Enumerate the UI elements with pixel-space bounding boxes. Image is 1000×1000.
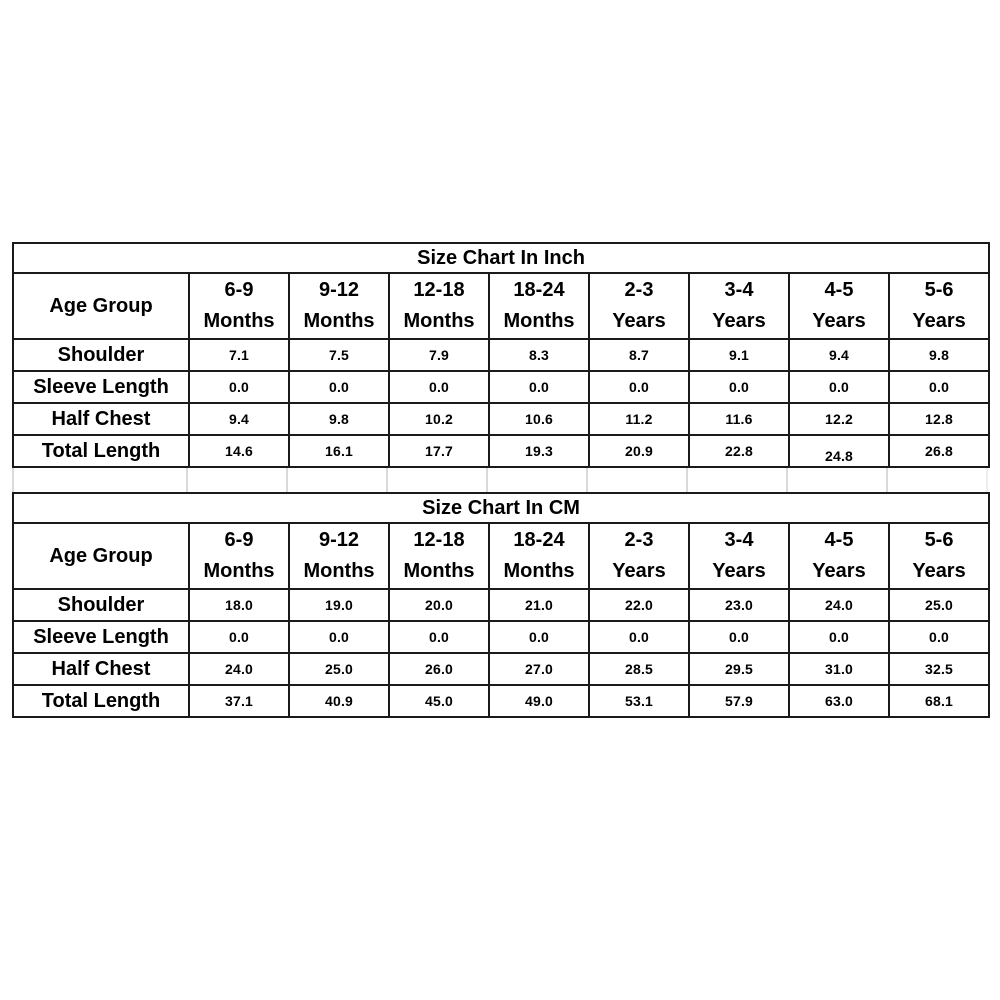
spacer-cell (288, 468, 388, 492)
column-header-line: 18-24 (513, 529, 565, 551)
table-title: Size Chart In Inch (13, 243, 989, 273)
value-cell: 9.1 (689, 339, 789, 371)
value-cell: 40.9 (289, 685, 389, 717)
age-group-header: Age Group (13, 273, 189, 339)
value-cell: 29.5 (689, 653, 789, 685)
column-header (189, 273, 289, 339)
row-label: Total Length (13, 435, 189, 467)
size-chart-inch-table (12, 242, 990, 468)
value-cell: 22.0 (589, 589, 689, 621)
value-cell: 18.0 (189, 589, 289, 621)
column-header-line: Years (812, 310, 866, 332)
value-cell: 0.0 (789, 621, 889, 653)
spacer-cell (588, 468, 688, 492)
table-row (13, 653, 989, 685)
value-cell: 0.0 (689, 621, 789, 653)
value-cell: 63.0 (789, 685, 889, 717)
value-cell: 57.9 (689, 685, 789, 717)
spacer-cell (888, 468, 988, 492)
column-header-line: 6-9 (224, 279, 254, 301)
column-header-line: 4-5 (824, 529, 854, 551)
column-header-line: Years (912, 310, 966, 332)
column-header (389, 273, 489, 339)
value-cell: 49.0 (489, 685, 589, 717)
column-header-line: 5-6 (924, 279, 954, 301)
column-header (589, 273, 689, 339)
table-header-row (13, 523, 989, 589)
value-cell: 25.0 (289, 653, 389, 685)
column-header-line: Months (503, 560, 575, 582)
column-header-line: Months (403, 560, 475, 582)
column-header-line: 5-6 (924, 529, 954, 551)
value-cell: 20.9 (589, 435, 689, 467)
column-header-line: 6-9 (224, 529, 254, 551)
value-cell: 32.5 (889, 653, 989, 685)
value-cell: 0.0 (889, 371, 989, 403)
spacer-cell (788, 468, 888, 492)
value-cell: 17.7 (389, 435, 489, 467)
table-row (13, 339, 989, 371)
value-cell: 11.6 (689, 403, 789, 435)
value-cell: 24.0 (789, 589, 889, 621)
spacer-cell (12, 468, 188, 492)
value-cell: 25.0 (889, 589, 989, 621)
value-cell: 31.0 (789, 653, 889, 685)
column-header-line: Months (203, 560, 275, 582)
column-header (689, 523, 789, 589)
value-cell: 9.8 (889, 339, 989, 371)
column-header-line: 18-24 (513, 279, 565, 301)
value-cell: 8.7 (589, 339, 689, 371)
value-cell: 20.0 (389, 589, 489, 621)
table-row (13, 435, 989, 467)
value-cell: 9.4 (789, 339, 889, 371)
size-chart-cm-table (12, 492, 990, 718)
column-header-line: Years (712, 560, 766, 582)
value-cell: 10.2 (389, 403, 489, 435)
value-cell: 9.4 (189, 403, 289, 435)
value-cell: 28.5 (589, 653, 689, 685)
table-title-row (13, 493, 989, 523)
value-cell: 0.0 (589, 621, 689, 653)
value-cell: 26.8 (889, 435, 989, 467)
column-header-line: 9-12 (318, 279, 360, 301)
row-label: Shoulder (13, 589, 189, 621)
value-cell: 9.8 (289, 403, 389, 435)
column-header-line: 4-5 (824, 279, 854, 301)
column-header-line: 3-4 (724, 529, 754, 551)
table-row (13, 371, 989, 403)
value-cell: 53.1 (589, 685, 689, 717)
column-header-line: Months (403, 310, 475, 332)
column-header (289, 523, 389, 589)
value-cell: 0.0 (489, 621, 589, 653)
table-title-row (13, 243, 989, 273)
value-cell: 12.8 (889, 403, 989, 435)
value-cell: 45.0 (389, 685, 489, 717)
spacer-cell (388, 468, 488, 492)
column-header-line: Months (303, 560, 375, 582)
table-row (13, 621, 989, 653)
value-cell: 7.9 (389, 339, 489, 371)
column-header (289, 273, 389, 339)
column-header-line: Years (812, 560, 866, 582)
column-header-line: Years (712, 310, 766, 332)
table-header-row (13, 273, 989, 339)
value-cell: 14.6 (189, 435, 289, 467)
value-cell: 0.0 (389, 371, 489, 403)
value-cell: 23.0 (689, 589, 789, 621)
column-header (189, 523, 289, 589)
value-cell: 11.2 (589, 403, 689, 435)
spacer-cell (688, 468, 788, 492)
table-row (13, 403, 989, 435)
column-header-line: Years (612, 560, 666, 582)
size-charts-container (12, 242, 988, 718)
value-cell: 0.0 (289, 621, 389, 653)
value-cell: 16.1 (289, 435, 389, 467)
value-cell: 0.0 (889, 621, 989, 653)
value-cell: 0.0 (489, 371, 589, 403)
value-cell: 37.1 (189, 685, 289, 717)
column-header (689, 273, 789, 339)
value-cell: 12.2 (789, 403, 889, 435)
column-header-line: 12-18 (413, 529, 465, 551)
spacer-cell (488, 468, 588, 492)
column-header-line: Years (912, 560, 966, 582)
table-row (13, 685, 989, 717)
column-header (489, 273, 589, 339)
column-header-line: 2-3 (624, 529, 654, 551)
column-header-line: 2-3 (624, 279, 654, 301)
column-header (789, 523, 889, 589)
row-label: Half Chest (13, 403, 189, 435)
value-cell: 19.0 (289, 589, 389, 621)
column-header-line: 12-18 (413, 279, 465, 301)
value-cell: 27.0 (489, 653, 589, 685)
row-label: Total Length (13, 685, 189, 717)
column-header-line: Months (303, 310, 375, 332)
value-cell: 24.0 (189, 653, 289, 685)
table-row (13, 589, 989, 621)
value-cell: 26.0 (389, 653, 489, 685)
column-header-line: Months (203, 310, 275, 332)
row-label: Sleeve Length (13, 621, 189, 653)
age-group-header: Age Group (13, 523, 189, 589)
value-cell: 22.8 (689, 435, 789, 467)
table-spacer-row (12, 468, 988, 492)
row-label: Half Chest (13, 653, 189, 685)
spacer-cell (188, 468, 288, 492)
value-cell: 0.0 (589, 371, 689, 403)
table-title: Size Chart In CM (13, 493, 989, 523)
value-cell: 68.1 (889, 685, 989, 717)
value-cell: 0.0 (689, 371, 789, 403)
value-cell: 0.0 (789, 371, 889, 403)
column-header (389, 523, 489, 589)
column-header (889, 523, 989, 589)
column-header (589, 523, 689, 589)
value-cell: 10.6 (489, 403, 589, 435)
value-cell: 7.1 (189, 339, 289, 371)
column-header-line: 9-12 (318, 529, 360, 551)
value-cell: 0.0 (189, 621, 289, 653)
column-header (789, 273, 889, 339)
value-cell: 21.0 (489, 589, 589, 621)
row-label: Sleeve Length (13, 371, 189, 403)
column-header-line: Months (503, 310, 575, 332)
column-header-line: 3-4 (724, 279, 754, 301)
value-cell: 24.8 (789, 435, 889, 467)
column-header-line: Years (612, 310, 666, 332)
row-label: Shoulder (13, 339, 189, 371)
value-cell: 0.0 (189, 371, 289, 403)
value-cell: 0.0 (389, 621, 489, 653)
value-cell: 8.3 (489, 339, 589, 371)
value-cell: 0.0 (289, 371, 389, 403)
value-cell: 7.5 (289, 339, 389, 371)
value-cell: 19.3 (489, 435, 589, 467)
column-header (489, 523, 589, 589)
column-header (889, 273, 989, 339)
